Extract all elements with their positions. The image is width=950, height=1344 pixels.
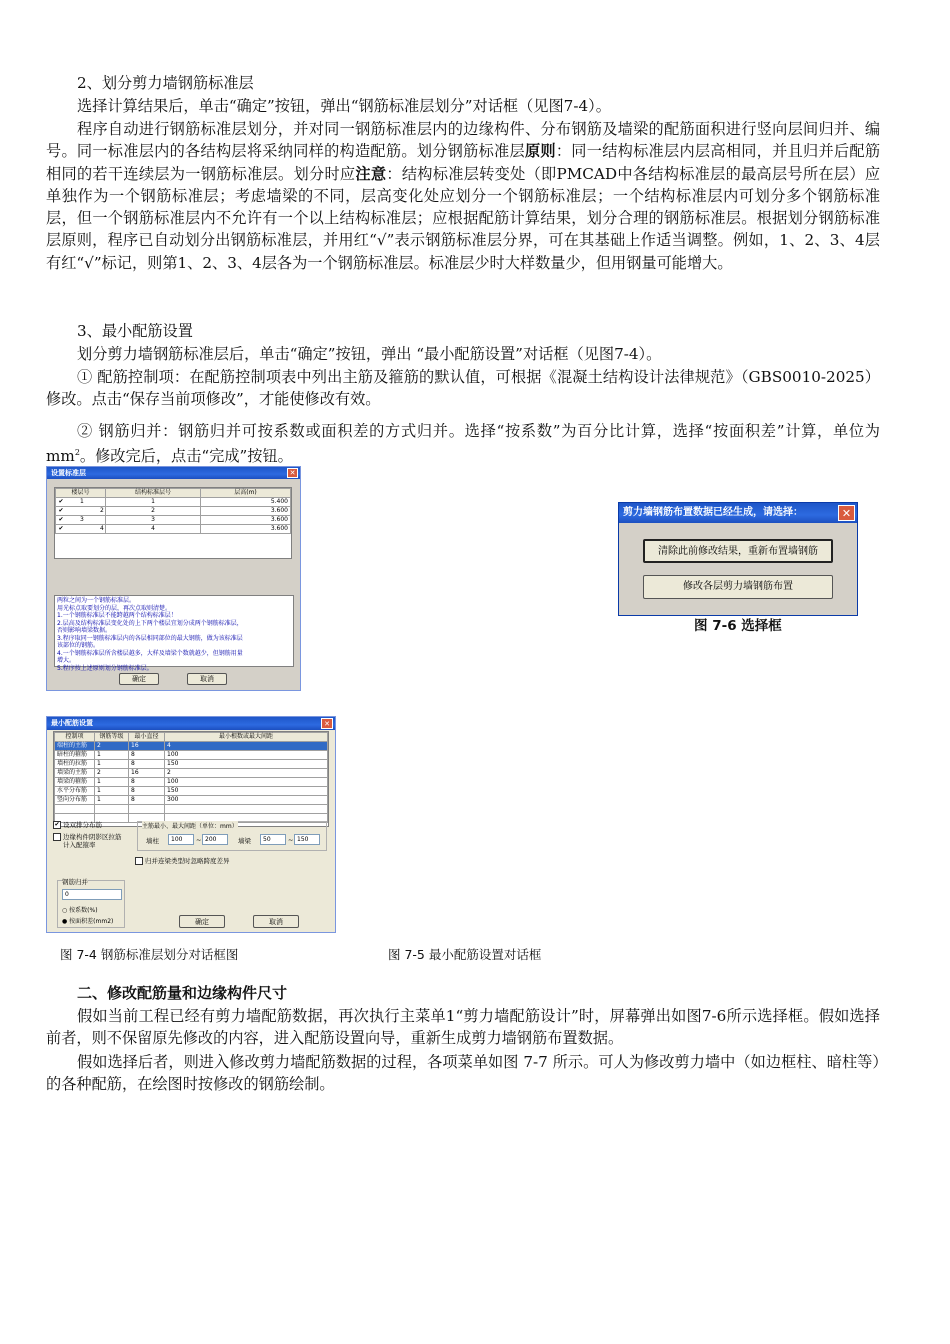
rules-text-e: ：结构标准层转变处（即PMCAD中各结构标准层的最高层号所在层）应单独作为一个钢筋标准层；考虑墙梁的不同，层高变化处应划分一个钢筋标准层；一个结构标准层内可划分多个钢筋标准层，但一个钢筋标准层内不允许有一个以上结构标准层；应根据配筋计算结果，划分合理的钢筋标准层。根据划分钢筋标准层原则，程序已自动划分出钢筋标准层，并用红“√”表示钢筋标准层分界，可在其基础上作适当调整。例如，1、2、3、4层有红“√”标记，则第1、2、3、4层各为一个钢筋标准层。标准层少时大样数量少，但用钢量可能增大。 [46, 164, 881, 272]
rules-keyword-principle: 原则 [524, 142, 556, 161]
empty-checkbox-icon [53, 833, 61, 841]
merge-text-b: 。修改完后，点击“完成”按钮。 [79, 447, 293, 466]
double-row-checkbox[interactable]: ✔ 设双排分布筋 [54, 821, 102, 829]
section-heading-modify: 二、修改配筋量和边缘构件尺寸 [77, 984, 288, 1002]
empty-checkbox-icon [135, 857, 143, 865]
col-header-item: 控制项 [55, 733, 95, 742]
paragraph-min-intro: 划分剪力墙钢筋标准层后，单击“确定”按钮，弹出 “最小配筋设置”对话框（见图7-4）。 [77, 345, 662, 363]
wall-beam-label: 墙梁 [238, 837, 251, 845]
min-cancel-button[interactable]: 取消 [253, 915, 299, 928]
rebar-merge-group [57, 880, 125, 928]
wall-col-label: 墙柱 [146, 837, 159, 845]
tilde-sep: ~ [288, 836, 294, 844]
paragraph-modify-2: 假如选择后者，则进入修改剪力墙配筋数据的过程，各项菜单如图 7-7 所示。可人为修改剪力墙中（如边框柱、暗柱等）的各种配筋，在绘图时按修改的钢筋绘制。 [46, 1053, 880, 1094]
radio-off-icon: ○ [62, 907, 68, 914]
layers-table [54, 487, 292, 559]
table-row[interactable]: 水平分布筋 1 8 150 [55, 787, 328, 796]
table-row[interactable]: 暗柱的箍筋 1 8 100 [55, 751, 328, 760]
by-area-radio[interactable]: ● 按面积差(mm2) [62, 918, 114, 925]
caption-fig-7-4: 图 7-4 钢筋标准层划分对话框图 [60, 947, 239, 962]
note-line: 该部位的钢筋。 [57, 642, 100, 649]
rules-text-c: ：同一结构标准层内层高相同，并且归并后配筋相同的若干连续层为一钢筋标准层。划分时应 [46, 142, 881, 183]
table-row[interactable]: 墙梁的箍筋 1 8 100 [55, 778, 328, 787]
wall-col-min-input[interactable]: 100 [168, 834, 194, 845]
main-rebar-spacing-group [137, 821, 327, 851]
control-items-table [53, 731, 329, 827]
table-row[interactable]: ✔ 1 1 5.400 [56, 498, 291, 507]
layers-cancel-button[interactable]: 取消 [187, 673, 227, 685]
row-checkbox[interactable]: ✔ [58, 515, 64, 523]
rules-keyword-note: 注意 [355, 164, 387, 183]
table-row[interactable]: 端柱的主筋 2 16 4 [55, 742, 328, 751]
paragraph-modify-1: 假如当前工程已经有剪力墙配筋数据，再次执行主菜单1“剪力墙配筋设计”时，屏幕弹出如图7-6所示选择框。假如选择前者，则不保留原先修改的内容，进入配筋设置向导，重新生成剪力墙钢筋布置数据。 [46, 1007, 880, 1048]
section-heading-layers: 2、划分剪力墙钢筋标准层 [77, 74, 254, 92]
choice-dialog [618, 502, 858, 616]
close-icon[interactable]: ✕ [838, 505, 855, 521]
note-line: 3.程序取同一钢筋标准层内的各层相同部位的最大钢筋，做为该标准层 [57, 634, 243, 642]
table-row[interactable]: 墙柱的拉筋 1 8 150 [55, 760, 328, 769]
table-row[interactable]: 竖向分布筋 1 8 300 [55, 796, 328, 805]
paragraph-merge [46, 420, 880, 468]
paragraph-layers-intro: 选择计算结果后，单击“确定”按钮，弹出“钢筋标准层划分”对话框（见图7-4）。 [77, 97, 611, 115]
row-checkbox[interactable]: ✔ [58, 506, 64, 514]
table-row[interactable]: 墙梁的主筋 2 16 2 [55, 769, 328, 778]
note-line: 否则影响墙梁数据。 [57, 627, 112, 634]
col-header-struct-std: 结构标准层号 [106, 489, 201, 498]
rules-text-a: 程序自动进行钢筋标准层划分，并对同一钢筋标准层内的边缘构件、分布钢筋及墙梁的配筋面积进行竖向层间归并、编号。同一标准层内的各结构层将采纳同样的构造配筋。划分钢筋标准层 [46, 120, 880, 161]
ignore-span-checkbox[interactable]: 归并连梁类型时忽略跨度差异 [135, 856, 230, 865]
row-checkbox[interactable]: ✔ [58, 524, 64, 532]
note-line: 2.层高及结构标准层变化处的上下两个楼层宜划分成两个钢筋标准层， [57, 619, 243, 627]
col-header-grade: 钢筋等级 [95, 733, 129, 742]
col-header-floor: 楼层号 [56, 489, 106, 498]
table-row[interactable]: ✔ 4 4 3.600 [56, 525, 291, 534]
min-ok-button[interactable]: 确定 [179, 915, 225, 928]
check-icon: ✔ [54, 821, 60, 828]
unit-superscript: 2 [74, 448, 80, 458]
layers-dialog-title: 设置标准层 [47, 467, 300, 479]
radio-on-icon: ● [62, 918, 68, 925]
choice-dialog-title: 剪力墙钢筋布置数据已经生成，请选择： [619, 503, 857, 523]
group-label: 主筋最小、最大间距（单位：mm） [142, 823, 238, 830]
modify-layout-button[interactable]: 修改各层剪力墙钢筋布置 [643, 575, 833, 599]
layers-dialog [46, 466, 301, 691]
layers-notes [54, 595, 294, 672]
merge-value-input[interactable]: 0 [62, 889, 122, 900]
caption-fig-7-5: 图 7-5 最小配筋设置对话框 [388, 947, 542, 962]
note-line: 4.一个钢筋标准层所含楼层越多，大样及墙梁个数就越少，但钢筋用量 [57, 649, 243, 657]
row-checkbox[interactable]: ✔ [58, 497, 64, 505]
merge-text-a: ② 钢筋归并：钢筋归并可按系数或面积差的方式归并。选择“按系数”为百分比计算，选择“按面积差”计算，单位为 mm [46, 422, 880, 466]
min-rebar-dialog [46, 716, 336, 933]
col-header-min-count: 最小根数或最大间距 [165, 733, 328, 742]
min-rebar-dialog-title: 最小配筋设置 [47, 717, 335, 730]
paragraph-control-items: ① 配筋控制项：在配筋控制项表中列出主筋及箍筋的默认值，可根据《混凝土结构设计法律规范》（GBS0010-2025）修改。点击“保存当前项修改”，才能使修改有效。 [46, 368, 880, 409]
note-line: 两粒之间为一个钢筋标准层。 [57, 597, 136, 604]
layers-ok-button[interactable]: 确定 [119, 673, 159, 685]
col-header-height: 层高(m) [201, 489, 291, 498]
note-line: 增大。 [57, 657, 76, 664]
by-factor-radio[interactable]: ○ 按系数(%) [62, 907, 98, 914]
note-line: 1.一个钢筋标准层不能跨越两个结构标准层！ [57, 612, 177, 619]
reset-layout-button[interactable]: 清除此前修改结果，重新布置墙钢筋 [643, 539, 833, 563]
tilde-sep: ~ [196, 836, 202, 844]
col-header-min-dia: 最小直径 [129, 733, 165, 742]
table-row[interactable]: ✔ 2 2 3.600 [56, 507, 291, 516]
caption-fig-7-6: 图 7-6 选择框 [694, 618, 782, 634]
wall-beam-max-input[interactable]: 150 [294, 834, 320, 845]
table-row[interactable]: ✔ 3 3 3.600 [56, 516, 291, 525]
shadow-tie-checkbox[interactable]: 边缘构件阴影区拉筋 计入配箍率 [53, 833, 122, 849]
close-icon[interactable]: ✕ [287, 468, 298, 478]
section-heading-min-rebar: 3、最小配筋设置 [77, 322, 193, 340]
wall-beam-min-input[interactable]: 50 [260, 834, 286, 845]
wall-col-max-input[interactable]: 200 [202, 834, 228, 845]
note-line: 用光标点取要划分的层，再次点取则清楚。 [57, 604, 172, 612]
paragraph-layers-rules [46, 118, 880, 274]
note-line: 5.程序按上述原则划分钢筋标准层。 [57, 664, 153, 672]
table-row [55, 805, 328, 814]
group-label: 钢筋归并 [62, 878, 88, 886]
close-icon[interactable]: ✕ [321, 718, 333, 729]
